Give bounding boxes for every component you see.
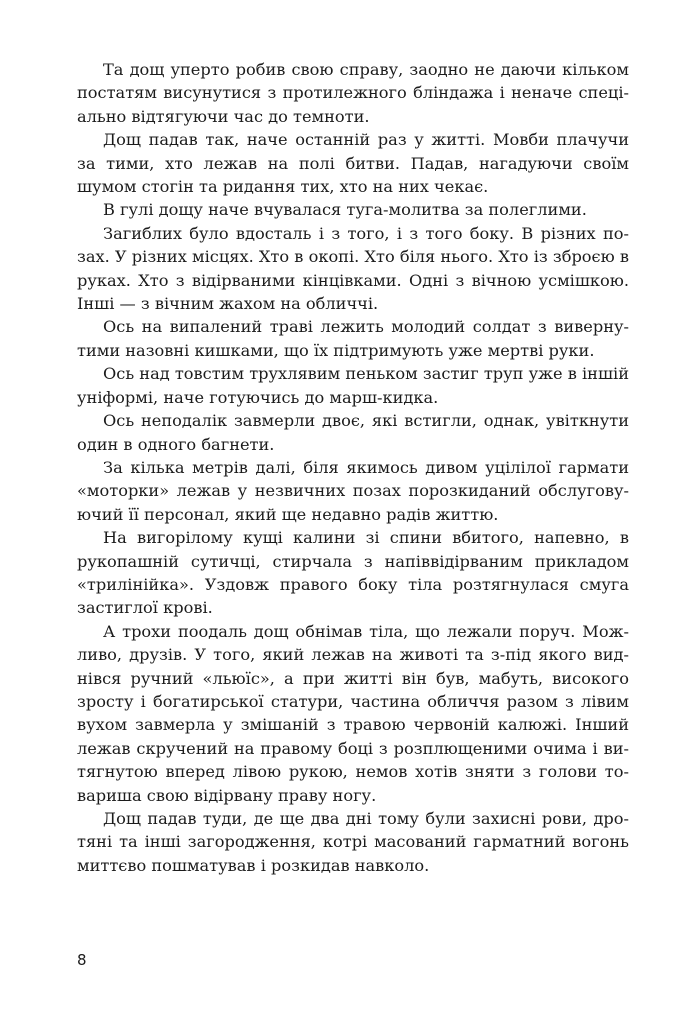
paragraph-1: Та дощ уперто робив свою справу, заодно не даючи кільком постатям висунутися з протилежного бліндажа і неначе спеціально відтягуючи час до темноти. <box>77 60 629 126</box>
paragraph-5: Ось на випалений траві лежить молодий солдат з вивернутими назовні кишками, що їх підтримують уже мертві руки. <box>77 317 629 360</box>
paragraph-2: Дощ падав так, наче останній раз у житті. Мовби плачучи за тими, хто лежав на полі битви. Падав, нагадуючи своїм шумом стогін та ридання тих, хто на них чекає. <box>77 130 629 197</box>
page-number: 8 <box>77 951 87 969</box>
paragraph-3: В гулі дощу наче вчувалася туга-молитва за полеглими. <box>103 200 587 220</box>
paragraph-9: На вигорілому кущі калини зі спини вбитого, напевно, в рукопашній сутичці, стирчала з напіввідірваним прикладом «трилінійка». Уздовж правого боку тіла розтягнулася смуга застиглої крові. <box>77 528 629 618</box>
paragraph-11: Дощ падав туди, де ще два дні тому були захисні рови, дротяні та інші загородження, котрі масований гарматний вогонь миттєво пошматував і розкидав навколо. <box>77 809 629 875</box>
paragraph-10: А трохи поодаль дощ обнімав тіла, що лежали поруч. Можливо, друзів. У того, який лежав на животі та з-під якого виднівся ручний «льюїс», а при житті він був, мабуть, високого зросту і богатирської статури, частина обличчя разом з лівим вухом завмерла у змішаній з травою червоній калюжі. Інший лежав скручений на правому боці з розплющеними очима і витягнутою вперед лівою рукою, немов хотів зняти з голови товариша свою відірвану праву ногу. <box>77 621 629 805</box>
body-text <box>77 58 629 877</box>
paragraph-6: Ось над товстим трухлявим пеньком застиг труп уже в іншій уніформі, наче готуючись до марш-кидка. <box>77 364 629 407</box>
paragraph-7: Ось неподалік завмерли двоє, які встигли, однак, увіткнути один в одного багнети. <box>77 411 629 454</box>
paragraph-4: Загиблих було вдосталь і з того, і з того боку. В різних позах. У різних місцях. Хто в окопі. Хто біля нього. Хто із зброєю в руках. Хто з відірваними кінцівками. Одні з вічною усмішкою. Інші — з вічним жахом на обличчі. <box>77 223 629 314</box>
paragraph-8: За кілька метрів далі, біля якимось дивом уцілілої гармати «моторки» лежав у незвичних позах порозкиданий обслуговуючий її персонал, який ще недавно радів життю. <box>77 457 629 524</box>
